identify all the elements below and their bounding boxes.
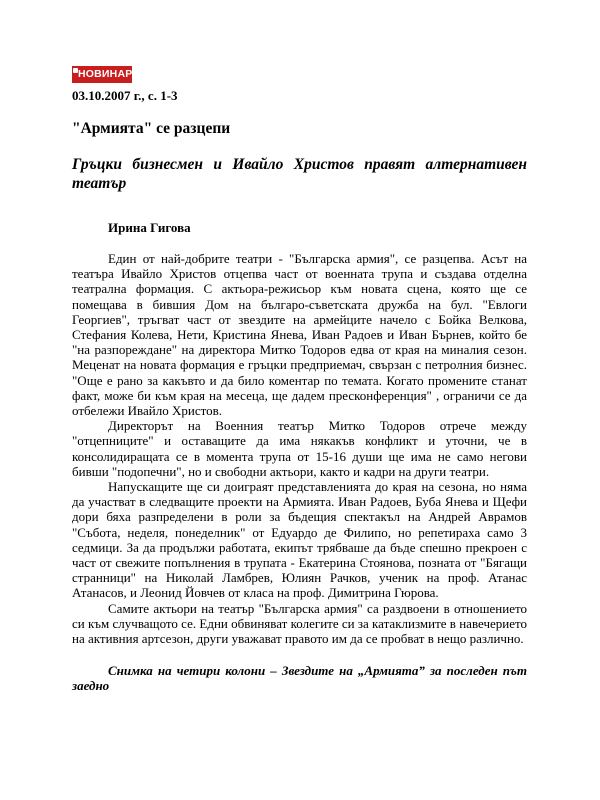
date-page-line: 03.10.2007 г., с. 1-3: [72, 88, 178, 103]
article-title: "Армията" се разцепи: [72, 120, 231, 137]
paragraph: Директорът на Военния театър Митко Тодоров отрече между "отцепниците" и оставащите да има някакъв конфликт и уточни, че в консолидиращата се в момента трупа от 15-16 души ще има не само негови бивши "подопечни", но и свободни актьори, както и кадри на други театри.: [72, 418, 527, 479]
article-author: Ирина Гигова: [108, 220, 191, 235]
paragraph: Самите актьори на театър "Българска армия" са раздвоени в отношението си към случващото се. Едни обвиняват колегите си за катаклизмите в навечерието на активния артсезон, други уважават правото им да се пробват в нещо различно.: [72, 600, 527, 647]
document-page: [72, 66, 527, 694]
article-body: [72, 251, 527, 646]
paragraph: Напускащите ще си доиграят представленията до края на сезона, но няма да участват в следващите проекти на Армията. Иван Радоев, Буба Янева и Щефи дори бяха разпределени в роли за бъдещия спектакъл на Андрей Аврамов "Събота, неделя, понеделник" от Едуардо де Филипо, но репетираха само 3 седмици. За да продължи работата, екипът трябваше да бъде спешно прекроен с част от свежите попълнения в трупата - Екатерина Стоянова, позната от "Бягащи странници" на Николай Ламбрев, Юлиян Рачков, ученик на проф. Атанас Атанасов, и Леонид Йовчев от класа на проф. Димитрина Гюрова.: [72, 479, 527, 601]
paragraph: Един от най-добрите театри - "Българска армия", се разцепва. Асът на театъра Ивайло Христов отцепва част от военната трупа и създава отделна театрална формация. С актьора-режисьор към новата сцена, която ще се помещава в бившия Дом на българо-съветската дружба на бул. "Евлоги Георгиев", тръгват част от звездите на армейците начело с Бойка Велкова, Стефания Колева, Нети, Кристина Янева, Иван Радоев и Иван Бърнев, който бе "на разпореждане" на директора Митко Тодоров едва от края на миналия сезон. Меценат на новата формация е гръцки предприемач, свързан с петролния бизнес. "Още е рано за какъвто и да било коментар по темата. Когато промените станат факт, може би към края на месеца, ще дадем пресконференция" , ограничи се да отбележи Ивайло Христов.: [72, 251, 527, 419]
article-subtitle: Гръцки бизнесмен и Ивайло Христов правят алтернативен театър: [72, 156, 527, 192]
photo-caption: Снимка на четири колони – Звездите на „Армията” за последен път заедно: [72, 663, 527, 694]
newspaper-logo: [72, 66, 132, 83]
logo-text: НОВИНАР: [78, 68, 133, 80]
